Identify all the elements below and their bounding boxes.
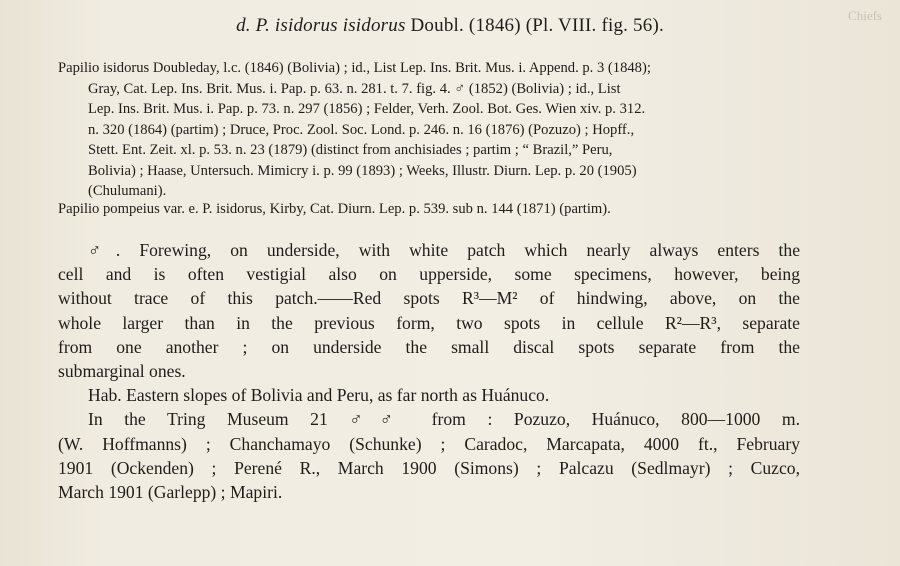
taxon-name: d. P. isidorus isidorus (236, 15, 406, 36)
bleed-through-text: Chiefs (848, 8, 882, 23)
body-line: without trace of this patch.——Red spots R³—M² of hindwing, above, on the (58, 288, 800, 309)
synonymy-block (58, 58, 804, 202)
synonymy-line: Lep. Ins. Brit. Mus. i. Pap. p. 73. n. 297 (1856) ; Felder, Verh. Zool. Bot. Ges. Wien xiv. p. 312. (88, 101, 646, 117)
body-line: ♂. Forewing, on underside, with white patch which nearly always enters the (88, 240, 800, 260)
synonymy-block (58, 199, 804, 220)
synonymy-line: (Chulumani). (88, 183, 167, 199)
body-line: (W. Hoffmanns) ; Chanchamayo (Schunke) ; Caradoc, Marcapata, 4000 ft., February (58, 433, 800, 454)
habitat-line: Hab. Eastern slopes of Bolivia and Peru, as far north as Huánuco. (88, 385, 550, 406)
synonymy-line: Papilio pompeius var. e. P. isidorus, Kirby, Cat. Diurn. Lep. p. 539. sub n. 144 (1871) (partim). (58, 201, 611, 217)
heading-citation: Doubl. (1846) (Pl. VIII. fig. 56). (405, 15, 664, 36)
synonymy-line: Gray, Cat. Lep. Ins. Brit. Mus. i. Pap. p. 63. n. 281. t. 7. fig. 4. ♂ (1852) (Bolivia) ; id., List (88, 80, 621, 97)
body-line: submarginal ones. (58, 361, 186, 382)
body-line: In the Tring Museum 21 ♂♂ from : Pozuzo, Huánuco, 800—1000 m. (88, 409, 800, 430)
section-heading (0, 15, 900, 37)
body-line: whole larger than in the previous form, two spots in cellule R²—R³, separate (58, 312, 800, 333)
body-line: cell and is often vestigial also on upperside, some specimens, however, being (58, 264, 800, 285)
synonymy-line: Bolivia) ; Haase, Untersuch. Mimicry i. p. 99 (1893) ; Weeks, Illustr. Diurn. Lep. p. 20 (1905) (88, 162, 637, 179)
synonymy-line: n. 320 (1864) (partim) ; Druce, Proc. Zool. Soc. Lond. p. 246. n. 16 (1876) (Pozuzo) ; Hopff., (88, 121, 635, 138)
synonymy-line: Stett. Ent. Zeit. xl. p. 53. n. 23 (1879) (distinct from anchisiades ; partim ; “ Brazil,” Peru, (88, 142, 613, 158)
body-line: from one another ; on underside the small discal spots separate from the (58, 336, 800, 357)
body-line: March 1901 (Garlepp) ; Mapiri. (58, 482, 283, 503)
body-line: 1901 (Ockenden) ; Perené R., March 1900 (Simons) ; Palcazu (Sedlmayr) ; Cuzco, (58, 457, 800, 478)
description-text (58, 238, 800, 504)
synonymy-line: Papilio isidorus Doubleday, l.c. (1846) (Bolivia) ; id., List Lep. Ins. Brit. Mus. i. Append. p. 3 (1848); (58, 60, 651, 76)
